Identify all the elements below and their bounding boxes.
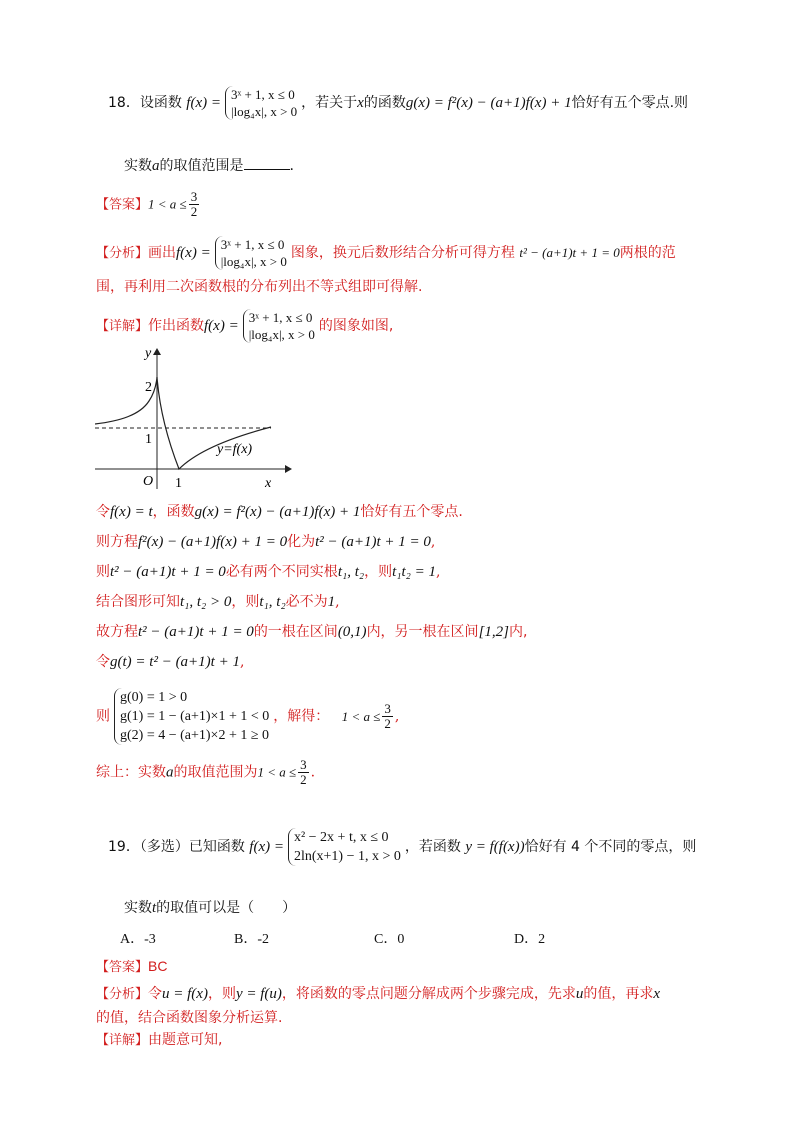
- q18-case2: |log₄x|, x > 0: [230, 104, 298, 119]
- q19-stem-line2: [124, 898, 296, 918]
- math: x: [653, 986, 661, 1002]
- q19-fx: f(x) =: [249, 839, 284, 855]
- step-text: 故方程: [96, 624, 138, 640]
- q18-number: 18．: [108, 95, 140, 111]
- step-text: ，则: [364, 564, 393, 580]
- analysis-tag: 【分析】: [96, 987, 149, 1002]
- analysis-text: 图象，换元后数形结合分析可得方程: [290, 245, 515, 261]
- curve-label: y=f(x): [217, 442, 253, 457]
- step-text: 结合图形可知: [96, 594, 180, 610]
- q18-case2: |log₄x|, x > 0: [248, 327, 315, 342]
- detail-text: 作出函数: [148, 318, 205, 334]
- detail-tag: 【详解】: [96, 1033, 149, 1048]
- step-text: 必不为: [285, 594, 328, 610]
- step-text: 令: [96, 504, 110, 520]
- analysis-text: ，则: [207, 986, 236, 1002]
- detail-text: 的图象如图,: [318, 318, 394, 334]
- math: g(x) = f²(x) − (a+1)f(x) + 1: [194, 504, 361, 520]
- math: g(t) = t² − (a+1)t + 1: [110, 654, 240, 670]
- step-text: 的一根在区间: [253, 624, 338, 640]
- analysis-text: 的值，再求: [583, 986, 654, 1002]
- q18-answer: [96, 190, 201, 219]
- step-text: 内,: [509, 624, 528, 640]
- step-text: 令: [96, 654, 110, 670]
- option-a: A．-3: [120, 932, 156, 947]
- tick-1-x: 1: [175, 476, 182, 491]
- q18-stem-line2: [124, 155, 294, 176]
- q18-fx: f(x) =: [186, 95, 221, 111]
- math: a: [166, 764, 174, 781]
- q18-stem-text: 实数: [124, 158, 152, 174]
- q18-stem-text: 的函数: [363, 95, 406, 111]
- inequality-system: [114, 688, 269, 745]
- option-d: D．2: [514, 932, 546, 947]
- step-text: 化为: [287, 534, 316, 550]
- q18-step5: [96, 622, 527, 642]
- math: 1 < a ≤: [257, 764, 297, 780]
- math: (0,1): [337, 624, 367, 640]
- math: u: [575, 986, 584, 1002]
- step-text: 综上：实数: [96, 764, 166, 781]
- math: 1: [327, 594, 336, 610]
- q18-gx: g(x) = f²(x) − (a+1)f(x) + 1: [405, 95, 572, 111]
- q19-stem-text: （多选）已知函数: [139, 839, 245, 855]
- math: f(x) = t: [110, 504, 153, 520]
- q19-stem-text: 恰好有 4 个不同的零点，则: [524, 839, 697, 855]
- q19-answer-value: BC: [148, 958, 168, 974]
- math: 1 < a ≤: [341, 708, 381, 724]
- q18-var-x: x: [357, 95, 364, 111]
- q19-case2: 2ln(x+1) − 1, x > 0: [293, 849, 401, 864]
- answer-tag: 【答案】: [96, 197, 149, 213]
- analysis-text: 画出: [148, 245, 177, 261]
- q18-stem-line1: [108, 86, 688, 120]
- step-text: 的取值范围为: [173, 764, 258, 781]
- step-text: .: [310, 764, 316, 781]
- x-label: x: [265, 476, 272, 491]
- frac-den: 2: [190, 204, 198, 219]
- q18-var-a: a: [152, 158, 160, 174]
- q18-piecewise: [215, 236, 287, 270]
- q18-piecewise: [225, 86, 297, 120]
- q18-stem-text: 设函数: [139, 95, 182, 111]
- q19-number: 19．: [108, 839, 140, 855]
- analysis-text: 两根的范: [619, 245, 676, 261]
- q18-step3: [96, 562, 440, 582]
- q18-case1: 3ˣ + 1, x ≤ 0: [230, 87, 295, 102]
- q18-answer-frac: [189, 190, 200, 219]
- q19-piecewise: [288, 828, 401, 866]
- q19-stem-text: 实数: [124, 900, 152, 916]
- option-b: B．-2: [234, 932, 269, 947]
- q18-detail-line1: [96, 309, 393, 343]
- frac-den: 2: [384, 716, 391, 731]
- step-text: ，则: [231, 594, 260, 610]
- q18-analysis-line1: [96, 236, 676, 270]
- q19-case1: x² − 2x + t, x ≤ 0: [293, 830, 389, 845]
- q18-step2: [96, 532, 435, 552]
- q18-fx: f(x) =: [204, 318, 239, 334]
- q19-answer: [96, 956, 167, 978]
- detail-tag: 【详解】: [96, 319, 149, 334]
- math: t₁, t₂: [259, 594, 286, 610]
- sys-line: g(1) = 1 − (a+1)×1 + 1 < 0: [120, 709, 270, 724]
- step-text: ，解得：: [273, 708, 330, 725]
- q18-piecewise: [243, 309, 315, 343]
- frac: [382, 702, 393, 731]
- step-text: ,: [239, 654, 245, 670]
- math: f²(x) − (a+1)f(x) + 1 = 0: [138, 534, 288, 550]
- analysis-tag: 【分析】: [96, 246, 149, 261]
- q19-stem-text: 的取值可以是（ ）: [156, 900, 297, 916]
- answer-blank: [244, 155, 290, 170]
- q19-var-t: t: [152, 900, 157, 916]
- math: [1,2]: [478, 624, 509, 640]
- q18-fx: f(x) =: [176, 245, 211, 261]
- q19-stem-line1: [108, 828, 696, 866]
- step-text: ,: [394, 708, 400, 725]
- q19-yeq: y = f(f(x)): [465, 839, 525, 855]
- sys-line: g(0) = 1 > 0: [120, 690, 188, 705]
- step-text: 恰好有五个零点.: [360, 504, 463, 520]
- q19-analysis-line1: [96, 984, 660, 1005]
- math: y = f(u): [235, 986, 282, 1002]
- q18-analysis-eq: t² − (a+1)t + 1 = 0: [519, 245, 620, 260]
- q19-detail: [96, 1030, 222, 1051]
- frac-num: 3: [384, 701, 391, 716]
- option-c: C．0: [374, 932, 405, 947]
- math: t² − (a+1)t + 1 = 0: [315, 534, 431, 550]
- answer-tag: 【答案】: [96, 960, 149, 975]
- step-text: 则方程: [96, 534, 138, 550]
- frac-den: 2: [300, 772, 307, 787]
- q18-step4: [96, 592, 340, 612]
- tick-1-y: 1: [145, 432, 152, 447]
- q18-stem-text: .: [289, 158, 294, 174]
- q18-answer-value: 1 < a ≤: [148, 196, 187, 212]
- q18-case2: |log₄x|, x > 0: [220, 254, 287, 269]
- q19-stem-text: ，若函数: [404, 839, 461, 855]
- step-text: 内，另一根在区间: [366, 624, 479, 640]
- frac: [298, 758, 309, 787]
- step-text: ,: [435, 564, 441, 580]
- curve-right-branch: [157, 377, 271, 469]
- q18-analysis-line2: 围，再利用二次函数根的分布列出不等式组即可得解.: [96, 279, 423, 295]
- step-text: 则: [96, 708, 110, 725]
- analysis-text: ，将函数的零点问题分解成两个步骤完成，先求: [281, 986, 576, 1002]
- q18-step7: [96, 688, 399, 745]
- math: t₁, t₂: [337, 564, 365, 580]
- frac-num: 3: [190, 189, 198, 204]
- q18-case1: 3ˣ + 1, x ≤ 0: [220, 237, 285, 252]
- detail-text: 由题意可知,: [148, 1032, 223, 1048]
- tick-2: 2: [145, 380, 152, 395]
- step-text: 则: [96, 564, 110, 580]
- q18-step6: [96, 652, 244, 672]
- q19-analysis-line2: 的值，结合函数图象分析运算.: [96, 1010, 283, 1026]
- q18-function-graph: [95, 343, 295, 493]
- q18-conclusion: [96, 758, 315, 787]
- analysis-text: 令: [148, 986, 163, 1002]
- q18-case1: 3ˣ + 1, x ≤ 0: [248, 310, 313, 325]
- step-text: 必有两个不同实根: [225, 564, 338, 580]
- step-text: ,: [335, 594, 340, 610]
- q18-stem-text: 的取值范围是: [159, 158, 244, 174]
- sys-line: g(2) = 4 − (a+1)×2 + 1 ≥ 0: [120, 728, 270, 743]
- step-text: ，函数: [152, 504, 195, 520]
- step-text: ,: [430, 534, 436, 550]
- math: t₁, t₂ > 0: [180, 594, 232, 610]
- math: t₁t₂ = 1: [392, 564, 436, 580]
- math: t² − (a+1)t + 1 = 0: [138, 624, 254, 640]
- origin-label: O: [143, 474, 154, 489]
- q18-stem-text: ，若关于: [301, 95, 358, 111]
- q18-stem-text: 恰好有五个零点.则: [571, 95, 689, 111]
- math: u = f(x): [162, 986, 208, 1002]
- y-label: y: [145, 346, 152, 361]
- q18-step1: [96, 502, 463, 522]
- math: t² − (a+1)t + 1 = 0: [110, 564, 226, 580]
- frac-num: 3: [300, 757, 307, 772]
